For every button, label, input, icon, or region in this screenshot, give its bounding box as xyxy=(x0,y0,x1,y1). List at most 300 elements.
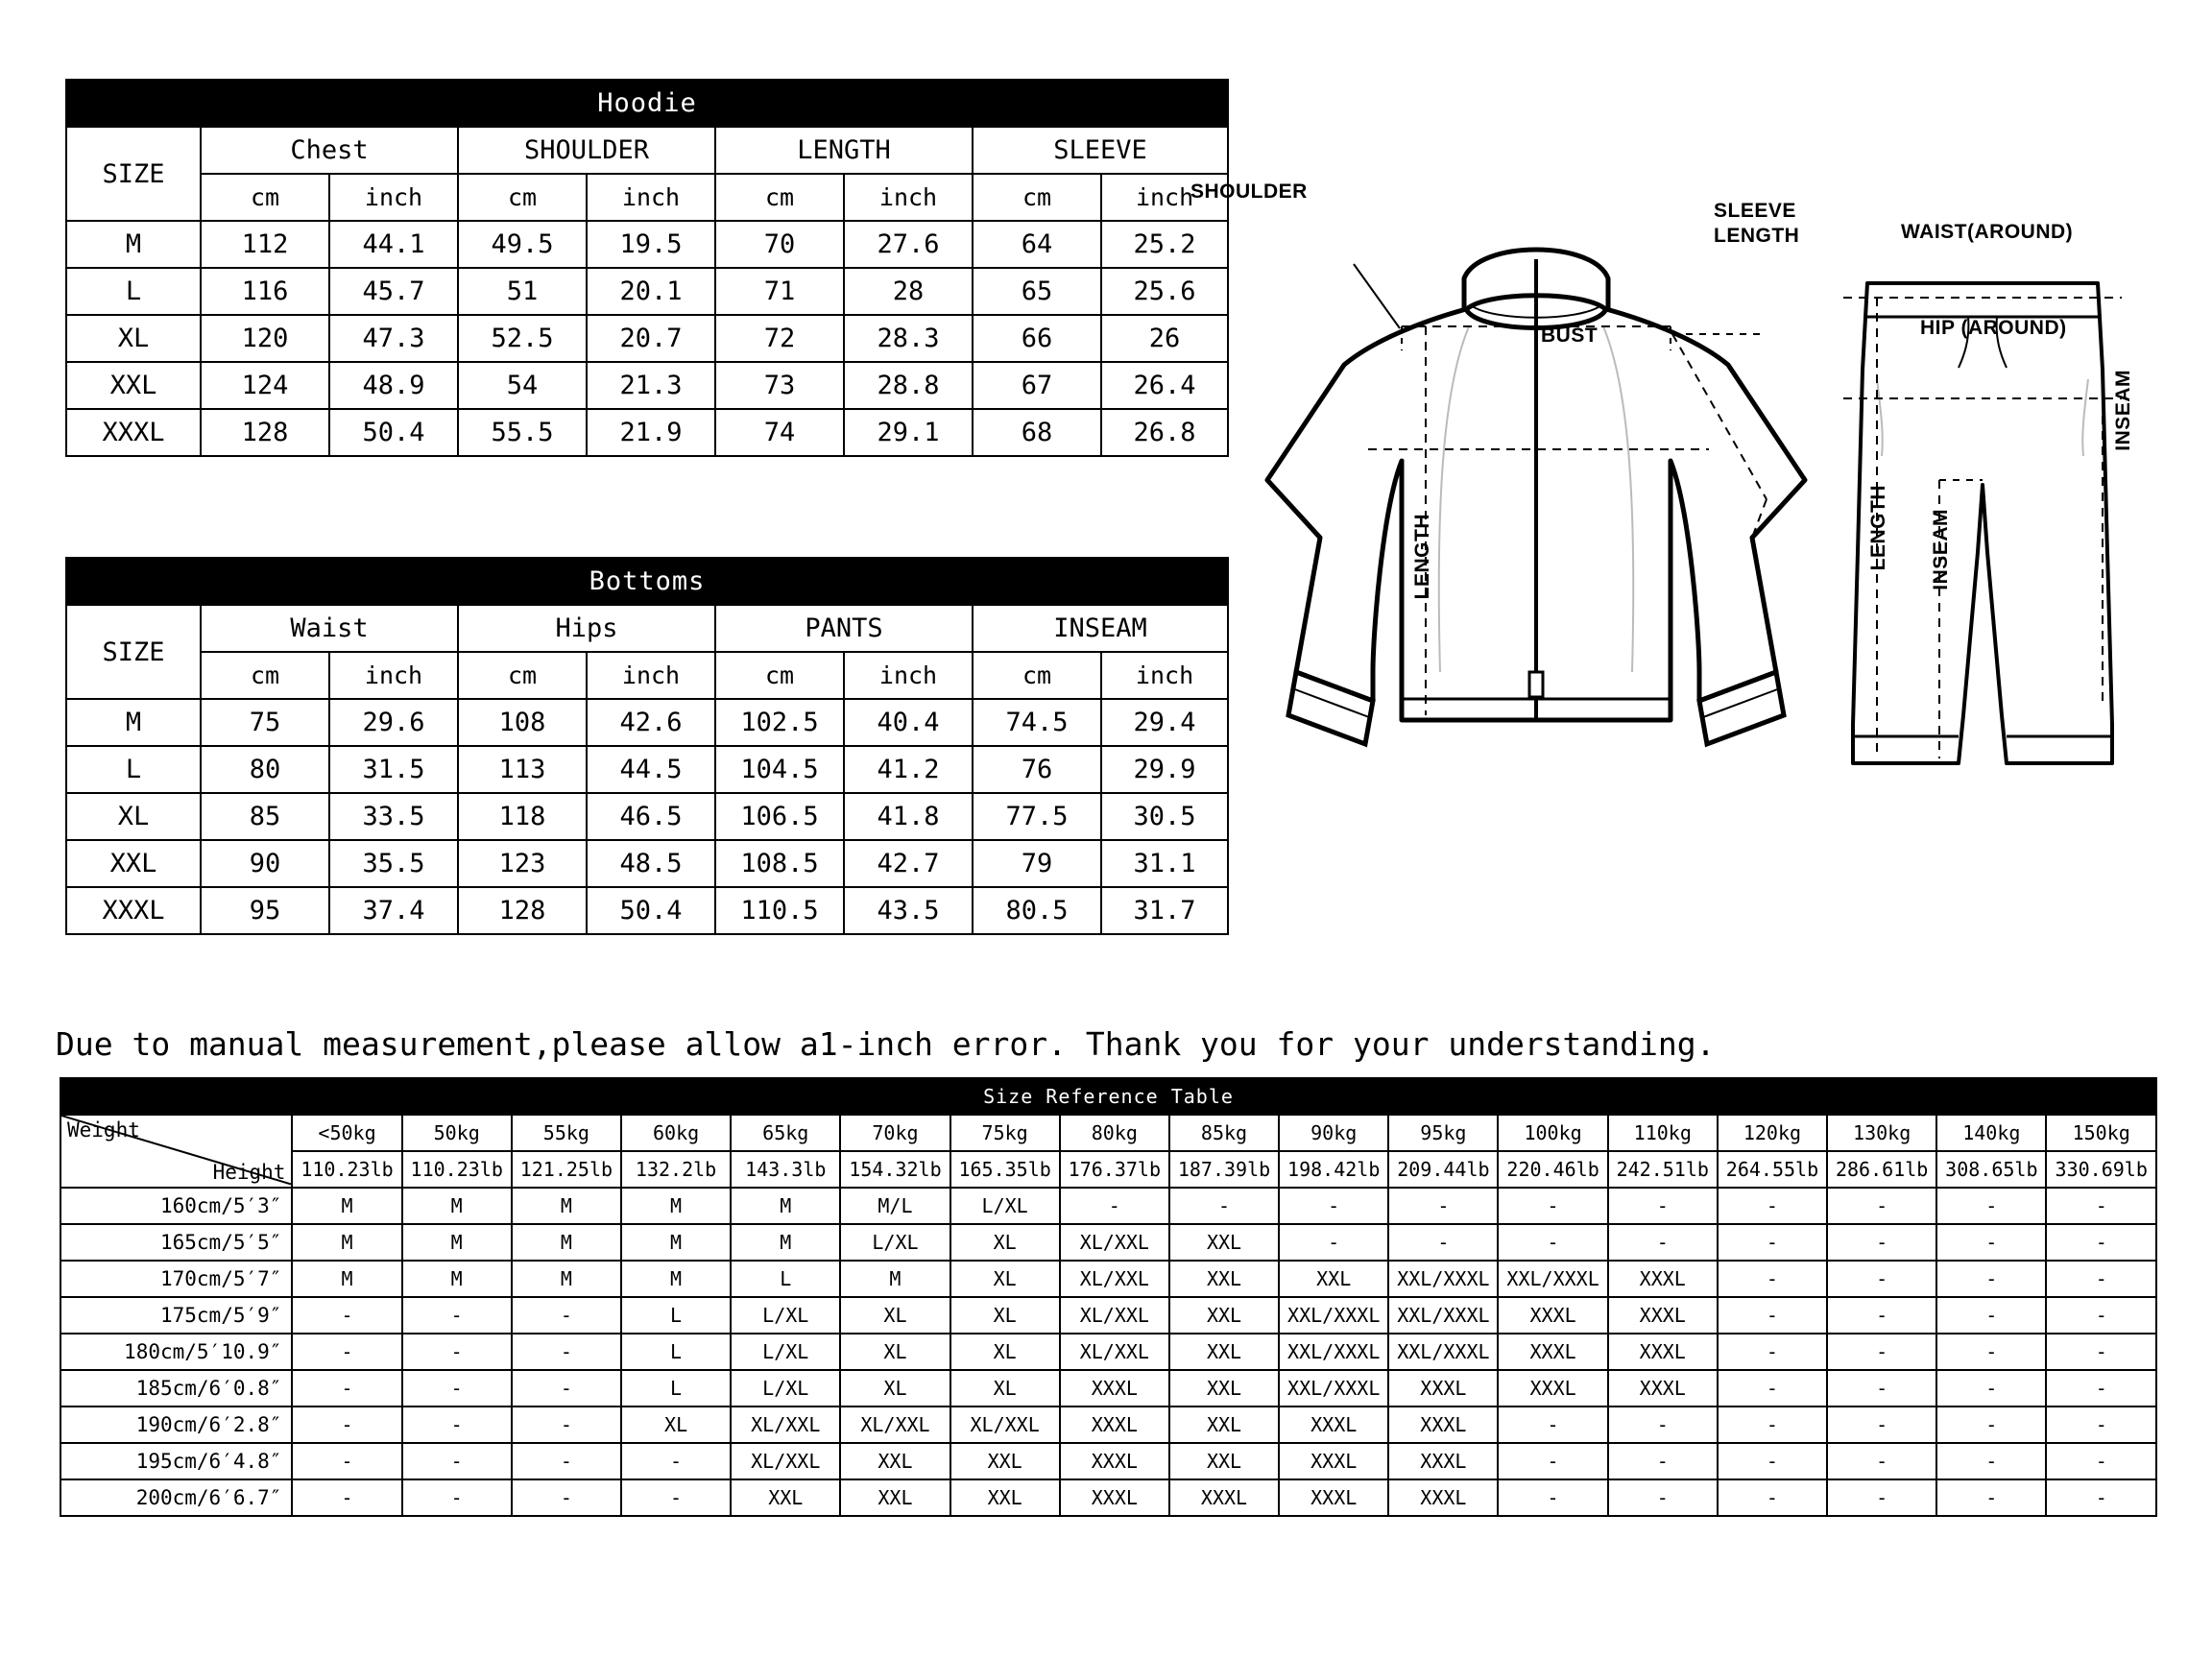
ref-cell: XXXL xyxy=(1498,1297,1607,1334)
ref-cell: M xyxy=(512,1224,621,1261)
ref-cell: - xyxy=(512,1407,621,1443)
weight-kg-header: 120kg xyxy=(1718,1115,1827,1151)
weight-lb-header: 110.23lb xyxy=(402,1151,512,1188)
height-row-label: 185cm/6′0.8″ xyxy=(60,1370,292,1407)
height-row-label: 160cm/5′3″ xyxy=(60,1188,292,1224)
bottoms-cell: 106.5 xyxy=(715,793,844,840)
ref-cell: - xyxy=(1060,1188,1169,1224)
table-row xyxy=(60,1188,2156,1224)
bottoms-cell: 128 xyxy=(458,887,587,934)
height-row-label: 180cm/5′10.9″ xyxy=(60,1334,292,1370)
hoodie-cell: 70 xyxy=(715,221,844,268)
hoodie-cell: 28 xyxy=(844,268,973,315)
hoodie-cell: 124 xyxy=(201,362,329,409)
ref-cell: - xyxy=(1608,1407,1718,1443)
weight-lb-header: 176.37lb xyxy=(1060,1151,1169,1188)
ref-cell: L xyxy=(621,1334,731,1370)
ref-cell: XL xyxy=(950,1370,1060,1407)
ref-cell: - xyxy=(1608,1443,1718,1479)
ref-cell: - xyxy=(1279,1188,1388,1224)
hoodie-cell: 26.8 xyxy=(1101,409,1228,456)
ref-cell: - xyxy=(1936,1443,2046,1479)
ref-cell: XL xyxy=(950,1261,1060,1297)
ref-cell: - xyxy=(1936,1188,2046,1224)
pants-inseam-right-label: INSEAM xyxy=(2112,370,2134,451)
ref-cell: XXXL xyxy=(1279,1443,1388,1479)
ref-cell: - xyxy=(621,1479,731,1516)
ref-cell: - xyxy=(1388,1188,1498,1224)
ref-cell: L/XL xyxy=(731,1370,840,1407)
ref-cell: L xyxy=(731,1261,840,1297)
ref-cell: L/XL xyxy=(840,1224,950,1261)
ref-cell: XL/XXL xyxy=(840,1407,950,1443)
ref-cell: - xyxy=(1718,1443,1827,1479)
bottoms-cell: 79 xyxy=(973,840,1101,887)
ref-cell: M xyxy=(402,1261,512,1297)
bottoms-cell: 108.5 xyxy=(715,840,844,887)
hoodie-cell: 21.9 xyxy=(587,409,715,456)
hoodie-row-size: XXXL xyxy=(66,409,201,456)
hoodie-table-title: Hoodie xyxy=(66,80,1228,127)
table-row xyxy=(60,1479,2156,1516)
weight-lb-header: 264.55lb xyxy=(1718,1151,1827,1188)
jacket-sleeve-label-line1: SLEEVE xyxy=(1714,200,1796,222)
bottoms-unit-cm-waist: cm xyxy=(201,652,329,699)
ref-cell: L/XL xyxy=(731,1334,840,1370)
height-row-label: 195cm/6′4.8″ xyxy=(60,1443,292,1479)
bottoms-table-title: Bottoms xyxy=(66,558,1228,605)
ref-cell: - xyxy=(1718,1479,1827,1516)
ref-cell: XXXL xyxy=(1388,1479,1498,1516)
ref-cell: XXXL xyxy=(1388,1407,1498,1443)
bottoms-cell: 37.4 xyxy=(329,887,458,934)
ref-cell: XXL xyxy=(950,1443,1060,1479)
ref-cell: M xyxy=(731,1188,840,1224)
hoodie-group-shoulder: SHOULDER xyxy=(458,127,715,174)
bottoms-row-size: XXXL xyxy=(66,887,201,934)
bottoms-group-inseam: INSEAM xyxy=(973,605,1228,652)
hoodie-cell: 68 xyxy=(973,409,1101,456)
hoodie-cell: 27.6 xyxy=(844,221,973,268)
table-row xyxy=(60,1297,2156,1334)
ref-cell: XXXL xyxy=(1169,1479,1279,1516)
ref-cell: - xyxy=(1827,1479,1936,1516)
ref-cell: - xyxy=(1608,1188,1718,1224)
jacket-length-label: LENGTH xyxy=(1411,514,1433,600)
bottoms-cell: 85 xyxy=(201,793,329,840)
hoodie-cell: 120 xyxy=(201,315,329,362)
bottoms-cell: 30.5 xyxy=(1101,793,1228,840)
ref-cell: XXXL xyxy=(1279,1407,1388,1443)
ref-cell: - xyxy=(1498,1479,1607,1516)
ref-cell: L/XL xyxy=(950,1188,1060,1224)
bottoms-cell: 40.4 xyxy=(844,699,973,746)
ref-cell: XXL xyxy=(1169,1443,1279,1479)
weight-kg-header: <50kg xyxy=(292,1115,401,1151)
ref-cell: XXL xyxy=(950,1479,1060,1516)
hoodie-cell: 20.7 xyxy=(587,315,715,362)
hoodie-cell: 116 xyxy=(201,268,329,315)
ref-cell: - xyxy=(2046,1370,2156,1407)
ref-cell: XXXL xyxy=(1060,1407,1169,1443)
bottoms-group-pants: PANTS xyxy=(715,605,973,652)
ref-cell: XXXL xyxy=(1498,1334,1607,1370)
ref-cell: - xyxy=(512,1479,621,1516)
bottoms-unit-cm-inseam: cm xyxy=(973,652,1101,699)
size-reference-title: Size Reference Table xyxy=(60,1078,2156,1115)
ref-cell: XL/XXL xyxy=(731,1443,840,1479)
hoodie-cell: 48.9 xyxy=(329,362,458,409)
hoodie-cell: 52.5 xyxy=(458,315,587,362)
ref-cell: - xyxy=(1827,1261,1936,1297)
weight-lb-header: 187.39lb xyxy=(1169,1151,1279,1188)
bottoms-cell: 48.5 xyxy=(587,840,715,887)
ref-cell: M xyxy=(621,1188,731,1224)
ref-cell: L/XL xyxy=(731,1297,840,1334)
ref-cell: XXL xyxy=(1169,1407,1279,1443)
ref-cell: M xyxy=(621,1261,731,1297)
bottoms-cell: 95 xyxy=(201,887,329,934)
ref-cell: L xyxy=(621,1370,731,1407)
table-row xyxy=(66,887,1228,934)
ref-cell: - xyxy=(292,1334,401,1370)
bottoms-cell: 41.2 xyxy=(844,746,973,793)
hoodie-size-table xyxy=(65,79,1229,457)
ref-cell: - xyxy=(1718,1334,1827,1370)
ref-cell: XXXL xyxy=(1388,1370,1498,1407)
bottoms-cell: 44.5 xyxy=(587,746,715,793)
weight-kg-header: 150kg xyxy=(2046,1115,2156,1151)
table-row xyxy=(66,840,1228,887)
weight-lb-header: 242.51lb xyxy=(1608,1151,1718,1188)
bottoms-cell: 42.6 xyxy=(587,699,715,746)
ref-cell: XXXL xyxy=(1388,1443,1498,1479)
bottoms-size-header: SIZE xyxy=(66,605,201,699)
bottoms-cell: 74.5 xyxy=(973,699,1101,746)
weight-axis-label: Weight xyxy=(67,1118,140,1142)
bottoms-unit-inch-waist: inch xyxy=(329,652,458,699)
hoodie-cell: 73 xyxy=(715,362,844,409)
ref-cell: - xyxy=(402,1479,512,1516)
hoodie-row-size: L xyxy=(66,268,201,315)
weight-lb-header: 121.25lb xyxy=(512,1151,621,1188)
ref-cell: - xyxy=(1936,1479,2046,1516)
hoodie-cell: 25.6 xyxy=(1101,268,1228,315)
weight-kg-header: 140kg xyxy=(1936,1115,2046,1151)
hoodie-unit-inch-sleeve: inch xyxy=(1101,174,1228,221)
ref-cell: - xyxy=(402,1443,512,1479)
hoodie-cell: 26 xyxy=(1101,315,1228,362)
ref-cell: M xyxy=(731,1224,840,1261)
hoodie-cell: 19.5 xyxy=(587,221,715,268)
hoodie-unit-cm-sleeve: cm xyxy=(973,174,1101,221)
bottoms-cell: 90 xyxy=(201,840,329,887)
table-row xyxy=(60,1261,2156,1297)
bottoms-unit-inch-hips: inch xyxy=(587,652,715,699)
ref-cell: M xyxy=(621,1224,731,1261)
weight-lb-header: 330.69lb xyxy=(2046,1151,2156,1188)
hoodie-cell: 49.5 xyxy=(458,221,587,268)
bottoms-row-size: XL xyxy=(66,793,201,840)
table-row xyxy=(60,1370,2156,1407)
table-row xyxy=(66,221,1228,268)
ref-cell: XXL xyxy=(1279,1261,1388,1297)
ref-cell: - xyxy=(1827,1297,1936,1334)
table-row xyxy=(66,699,1228,746)
hoodie-row-size: M xyxy=(66,221,201,268)
ref-cell: - xyxy=(1498,1224,1607,1261)
weight-kg-header: 70kg xyxy=(840,1115,950,1151)
bottoms-cell: 76 xyxy=(973,746,1101,793)
pants-waist-label: WAIST(AROUND) xyxy=(1901,221,2074,243)
bottoms-cell: 108 xyxy=(458,699,587,746)
bottoms-cell: 77.5 xyxy=(973,793,1101,840)
ref-cell: - xyxy=(1936,1261,2046,1297)
hoodie-cell: 28.3 xyxy=(844,315,973,362)
weight-kg-header: 100kg xyxy=(1498,1115,1607,1151)
pants-hip-label: HIP (AROUND) xyxy=(1920,317,2067,339)
ref-cell: M/L xyxy=(840,1188,950,1224)
ref-cell: XXL/XXXL xyxy=(1279,1297,1388,1334)
ref-cell: - xyxy=(1827,1224,1936,1261)
bottoms-cell: 29.6 xyxy=(329,699,458,746)
hoodie-cell: 50.4 xyxy=(329,409,458,456)
hoodie-cell: 29.1 xyxy=(844,409,973,456)
ref-cell: M xyxy=(292,1188,401,1224)
table-row xyxy=(66,315,1228,362)
jacket-bust-label: BUST xyxy=(1541,325,1599,347)
ref-cell: - xyxy=(621,1443,731,1479)
ref-cell: XXXL xyxy=(1279,1479,1388,1516)
ref-cell: M xyxy=(512,1188,621,1224)
hoodie-cell: 44.1 xyxy=(329,221,458,268)
hoodie-unit-inch-chest: inch xyxy=(329,174,458,221)
ref-cell: - xyxy=(1608,1479,1718,1516)
ref-cell: XXXL xyxy=(1608,1334,1718,1370)
bottoms-cell: 43.5 xyxy=(844,887,973,934)
ref-cell: - xyxy=(1498,1188,1607,1224)
height-row-label: 165cm/5′5″ xyxy=(60,1224,292,1261)
ref-cell: - xyxy=(2046,1334,2156,1370)
ref-cell: XXXL xyxy=(1060,1370,1169,1407)
bottoms-unit-inch-pants: inch xyxy=(844,652,973,699)
ref-cell: - xyxy=(1498,1443,1607,1479)
ref-cell: XXL/XXXL xyxy=(1388,1297,1498,1334)
ref-cell: XL/XXL xyxy=(1060,1334,1169,1370)
ref-cell: - xyxy=(1827,1188,1936,1224)
table-row xyxy=(60,1443,2156,1479)
table-row xyxy=(60,1224,2156,1261)
hoodie-cell: 26.4 xyxy=(1101,362,1228,409)
bottoms-row-size: M xyxy=(66,699,201,746)
ref-cell: XL/XXL xyxy=(950,1407,1060,1443)
ref-cell: - xyxy=(1718,1224,1827,1261)
ref-cell: - xyxy=(512,1443,621,1479)
bottoms-unit-cm-pants: cm xyxy=(715,652,844,699)
ref-cell: XXL xyxy=(1169,1261,1279,1297)
weight-lb-header: 286.61lb xyxy=(1827,1151,1936,1188)
weight-lb-header: 308.65lb xyxy=(1936,1151,2046,1188)
ref-cell: - xyxy=(402,1334,512,1370)
hoodie-unit-cm-chest: cm xyxy=(201,174,329,221)
bottoms-cell: 113 xyxy=(458,746,587,793)
ref-cell: XXL/XXXL xyxy=(1388,1334,1498,1370)
ref-cell: - xyxy=(2046,1407,2156,1443)
bottoms-unit-cm-hips: cm xyxy=(458,652,587,699)
hoodie-group-sleeve: SLEEVE xyxy=(973,127,1228,174)
ref-cell: XL/XXL xyxy=(1060,1224,1169,1261)
table-row xyxy=(66,793,1228,840)
jacket-diagram-icon xyxy=(1229,221,1843,778)
ref-cell: - xyxy=(1388,1224,1498,1261)
bottoms-cell: 33.5 xyxy=(329,793,458,840)
ref-cell: L xyxy=(621,1297,731,1334)
hoodie-size-header: SIZE xyxy=(66,127,201,221)
hoodie-unit-inch-length: inch xyxy=(844,174,973,221)
weight-lb-header: 165.35lb xyxy=(950,1151,1060,1188)
hoodie-cell: 45.7 xyxy=(329,268,458,315)
bottoms-cell: 102.5 xyxy=(715,699,844,746)
bottoms-cell: 110.5 xyxy=(715,887,844,934)
hoodie-cell: 28.8 xyxy=(844,362,973,409)
bottoms-cell: 41.8 xyxy=(844,793,973,840)
ref-cell: XL xyxy=(840,1334,950,1370)
ref-cell: XXL/XXXL xyxy=(1279,1370,1388,1407)
weight-kg-header: 85kg xyxy=(1169,1115,1279,1151)
jacket-shoulder-label: SHOULDER xyxy=(1190,180,1308,203)
hoodie-cell: 55.5 xyxy=(458,409,587,456)
height-row-label: 170cm/5′7″ xyxy=(60,1261,292,1297)
ref-cell: - xyxy=(2046,1443,2156,1479)
hoodie-group-length: LENGTH xyxy=(715,127,973,174)
bottoms-cell: 29.9 xyxy=(1101,746,1228,793)
ref-cell: M xyxy=(840,1261,950,1297)
weight-lb-header: 110.23lb xyxy=(292,1151,401,1188)
ref-cell: XXL/XXXL xyxy=(1498,1261,1607,1297)
ref-cell: XL xyxy=(840,1297,950,1334)
ref-cell: XXL xyxy=(731,1479,840,1516)
weight-lb-header: 132.2lb xyxy=(621,1151,731,1188)
weight-kg-header: 65kg xyxy=(731,1115,840,1151)
ref-cell: - xyxy=(402,1297,512,1334)
bottoms-cell: 42.7 xyxy=(844,840,973,887)
ref-cell: M xyxy=(292,1224,401,1261)
ref-cell: - xyxy=(1718,1261,1827,1297)
ref-cell: - xyxy=(1936,1370,2046,1407)
ref-cell: - xyxy=(402,1370,512,1407)
hoodie-cell: 51 xyxy=(458,268,587,315)
ref-cell: M xyxy=(292,1261,401,1297)
height-row-label: 175cm/5′9″ xyxy=(60,1297,292,1334)
hoodie-cell: 71 xyxy=(715,268,844,315)
hoodie-group-chest: Chest xyxy=(201,127,458,174)
ref-cell: - xyxy=(292,1479,401,1516)
bottoms-cell: 31.1 xyxy=(1101,840,1228,887)
ref-cell: - xyxy=(1827,1407,1936,1443)
bottoms-cell: 29.4 xyxy=(1101,699,1228,746)
ref-cell: - xyxy=(2046,1479,2156,1516)
hoodie-cell: 74 xyxy=(715,409,844,456)
bottoms-row-size: XXL xyxy=(66,840,201,887)
ref-cell: - xyxy=(1169,1188,1279,1224)
ref-cell: - xyxy=(1936,1297,2046,1334)
ref-cell: XL/XXL xyxy=(731,1407,840,1443)
ref-cell: XL xyxy=(840,1370,950,1407)
table-row xyxy=(66,268,1228,315)
ref-cell: M xyxy=(402,1188,512,1224)
hoodie-cell: 112 xyxy=(201,221,329,268)
ref-cell: - xyxy=(402,1407,512,1443)
ref-cell: - xyxy=(292,1407,401,1443)
ref-cell: - xyxy=(1827,1370,1936,1407)
pants-inseam-left-label: INSEAM xyxy=(1930,509,1952,590)
bottoms-cell: 80 xyxy=(201,746,329,793)
ref-cell: M xyxy=(512,1261,621,1297)
hoodie-cell: 47.3 xyxy=(329,315,458,362)
ref-cell: XL xyxy=(621,1407,731,1443)
bottoms-cell: 104.5 xyxy=(715,746,844,793)
ref-cell: - xyxy=(2046,1261,2156,1297)
hoodie-row-size: XXL xyxy=(66,362,201,409)
ref-cell: - xyxy=(2046,1297,2156,1334)
ref-cell: - xyxy=(1936,1224,2046,1261)
bottoms-size-table xyxy=(65,557,1229,935)
ref-cell: XL xyxy=(950,1297,1060,1334)
weight-kg-header: 50kg xyxy=(402,1115,512,1151)
weight-lb-header: 143.3lb xyxy=(731,1151,840,1188)
ref-cell: XXXL xyxy=(1608,1297,1718,1334)
ref-cell: XXXL xyxy=(1608,1261,1718,1297)
table-row xyxy=(66,409,1228,456)
ref-cell: - xyxy=(512,1297,621,1334)
hoodie-unit-inch-shoulder: inch xyxy=(587,174,715,221)
ref-cell: - xyxy=(1718,1370,1827,1407)
ref-cell: M xyxy=(402,1224,512,1261)
measurement-note: Due to manual measurement,please allow a1-inch error. Thank you for your understanding. xyxy=(56,1025,1716,1063)
ref-cell: - xyxy=(1279,1224,1388,1261)
ref-cell: - xyxy=(512,1334,621,1370)
hoodie-cell: 72 xyxy=(715,315,844,362)
ref-cell: XXL xyxy=(840,1479,950,1516)
ref-cell: XXXL xyxy=(1608,1370,1718,1407)
ref-cell: XXL xyxy=(1169,1370,1279,1407)
ref-cell: - xyxy=(1936,1334,2046,1370)
ref-cell: XXL xyxy=(1169,1334,1279,1370)
bottoms-unit-inch-inseam: inch xyxy=(1101,652,1228,699)
height-axis-label: Height xyxy=(212,1161,286,1184)
hoodie-cell: 25.2 xyxy=(1101,221,1228,268)
ref-cell: XXL xyxy=(1169,1297,1279,1334)
bottoms-cell: 80.5 xyxy=(973,887,1101,934)
ref-cell: - xyxy=(2046,1224,2156,1261)
pants-length-label: LENGTH xyxy=(1867,485,1889,571)
weight-kg-header: 110kg xyxy=(1608,1115,1718,1151)
bottoms-cell: 75 xyxy=(201,699,329,746)
ref-cell: - xyxy=(1498,1407,1607,1443)
ref-cell: - xyxy=(512,1370,621,1407)
ref-cell: XL/XXL xyxy=(1060,1297,1169,1334)
hoodie-cell: 64 xyxy=(973,221,1101,268)
table-row xyxy=(66,746,1228,793)
garment-illustrations xyxy=(1190,180,2179,883)
bottoms-cell: 118 xyxy=(458,793,587,840)
hoodie-row-size: XL xyxy=(66,315,201,362)
ref-cell: - xyxy=(1827,1334,1936,1370)
weight-lb-header: 198.42lb xyxy=(1279,1151,1388,1188)
ref-cell: - xyxy=(1827,1443,1936,1479)
bottoms-cell: 123 xyxy=(458,840,587,887)
table-row xyxy=(60,1334,2156,1370)
